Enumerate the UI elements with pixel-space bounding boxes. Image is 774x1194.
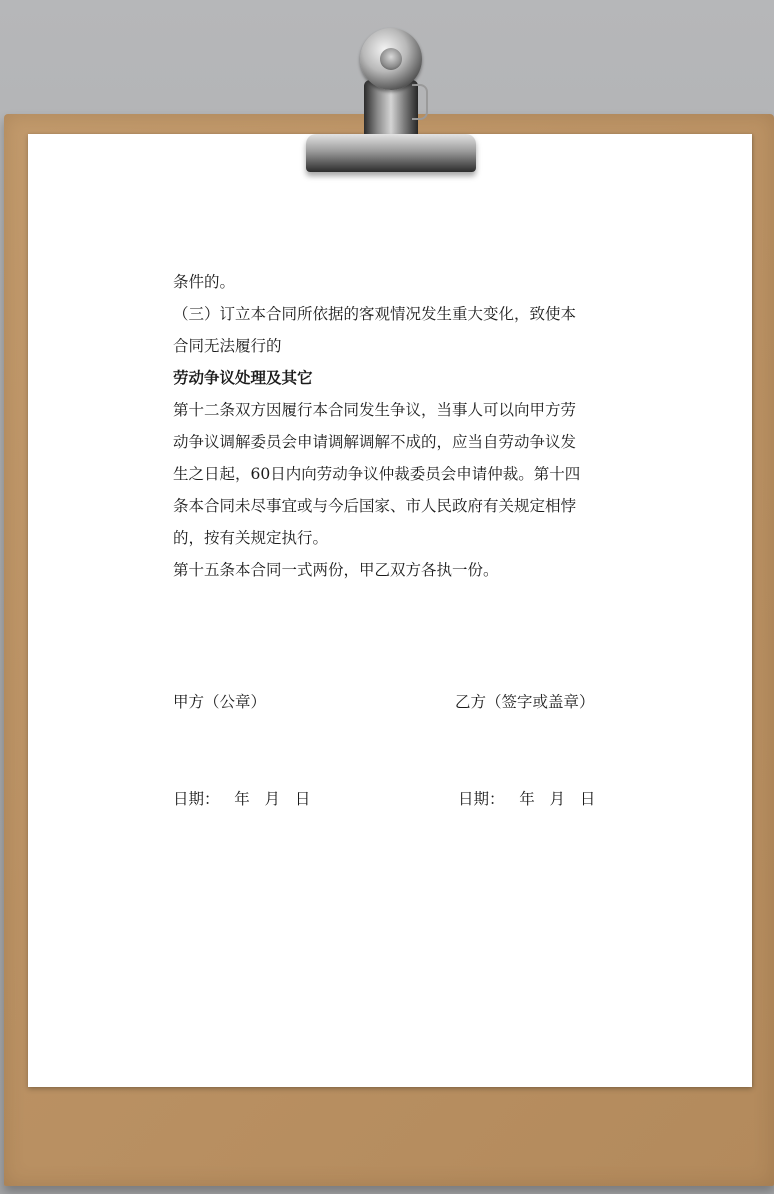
party-b-label: 乙方（签字或盖章） — [455, 693, 595, 711]
clip-base — [306, 134, 476, 172]
clip-hole — [380, 48, 402, 70]
section-heading: 劳动争议处理及其它 — [173, 368, 313, 387]
text-line: 生之日起，60日内向劳动争议仲裁委员会申请仲裁。第十四 — [173, 465, 581, 483]
text-line: （三）订立本合同所依据的客观情况发生重大变化，致使本 — [173, 305, 577, 323]
contract-body — [173, 266, 613, 586]
text-line: 条件的。 — [173, 273, 236, 291]
party-a-label: 甲方（公章） — [173, 693, 267, 711]
party-a-date: 日期： 年 月 日 — [173, 790, 311, 808]
text-line: 第十五条本合同一式两份，甲乙双方各执一份。 — [173, 561, 499, 579]
text-line: 合同无法履行的 — [173, 337, 282, 355]
clip-wire — [412, 84, 428, 120]
binder-clip-icon — [300, 24, 480, 184]
text-line: 的，按有关规定执行。 — [173, 529, 329, 547]
party-b-date: 日期： 年 月 日 — [458, 790, 596, 808]
text-line: 条本合同未尽事宜或与今后国家、市人民政府有关规定相悖 — [173, 497, 577, 515]
text-line: 动争议调解委员会申请调解调解不成的，应当自劳动争议发 — [173, 433, 577, 451]
text-line: 第十二条双方因履行本合同发生争议，当事人可以向甲方劳 — [173, 401, 577, 419]
